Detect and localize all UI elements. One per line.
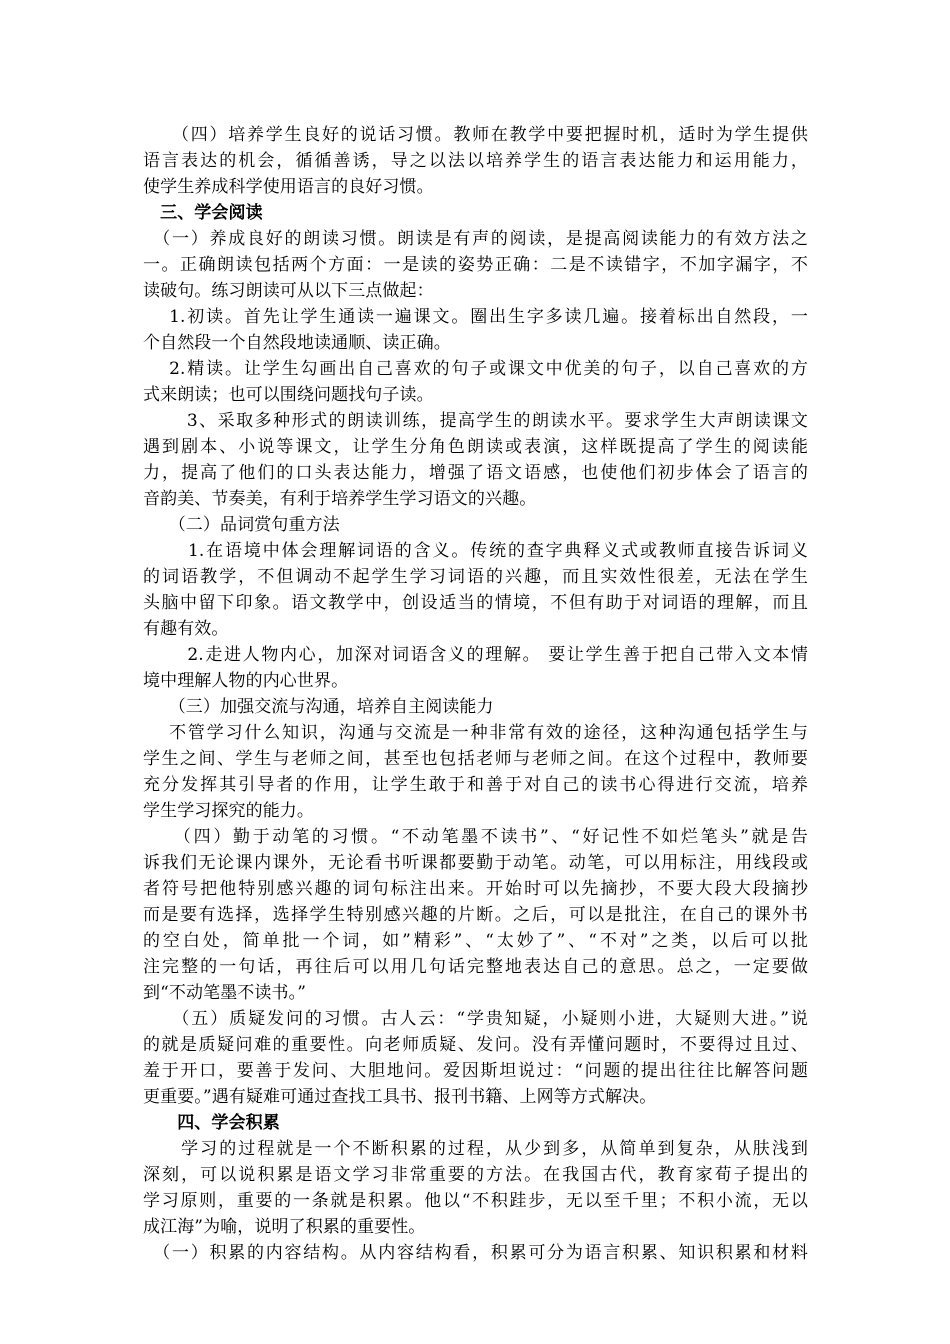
section-heading-3	[143, 200, 808, 226]
text-line: 不管学习什么知识，沟通与交流是一种非常有效的途径，这种沟通包括学生与	[143, 723, 808, 743]
text-line: 而是要有选择，选择学生特别感兴趣的片断。之后，可以是批注，在自己的课外书	[143, 905, 808, 925]
text-line: 音韵美、节奏美，有利于培养学生学习语文的兴趣。	[143, 489, 537, 509]
text-line: 语言表达的机会，循循善诱，导之以法以培养学生的语言表达能力和运用能力，	[143, 151, 808, 171]
text-line: 读破句。练习朗读可从以下三点做起：	[143, 281, 434, 301]
paragraph-close-reading	[143, 356, 808, 408]
text-line: （四）勤于动笔的习惯。“不动笔墨不读书”、“好记性不如烂笔头”就是告	[143, 827, 808, 847]
text-line: （四）培养学生良好的说话习惯。教师在教学中要把握时机，适时为学生提供	[143, 125, 808, 145]
text-line: 境中理解人物的内心世界。	[143, 671, 349, 691]
text-line: 到“不动笔墨不读书。”	[143, 983, 306, 1003]
text-line: 学生学习探究的能力。	[143, 801, 314, 821]
paragraph-questioning	[143, 1006, 808, 1110]
paragraph-communication	[143, 720, 808, 824]
paragraph-reading-forms	[143, 408, 808, 512]
text-line: 3、采取多种形式的朗读训练，提高学生的朗读水平。要求学生大声朗读课文	[143, 411, 808, 431]
text-line: （五）质疑发问的习惯。古人云：“学贵知疑，小疑则小进，大疑则大进。”说	[143, 1009, 808, 1029]
text-line: 注完整的一句话，再往后可以用几句话完整地表达自己的意思。总之，一定要做	[143, 957, 808, 977]
paragraph-4-speaking-habits	[143, 122, 808, 200]
text-line: 三、学会阅读	[143, 203, 263, 223]
text-line: 使学生养成科学使用语言的良好习惯。	[143, 177, 434, 197]
text-line: 诉我们无论课内课外，无论看书听课都要勤于动笔。动笔，可以用标注，用线段或	[143, 853, 808, 873]
text-line: （三）加强交流与沟通，培养自主阅读能力	[143, 697, 494, 717]
paragraph-reading-habits	[143, 226, 808, 304]
text-line: （一）养成良好的朗读习惯。朗读是有声的阅读，是提高阅读能力的有效方法之	[143, 229, 808, 249]
text-line: 成江海”为喻，说明了积累的重要性。	[143, 1217, 426, 1237]
text-line: 深刻，可以说积累是语文学习非常重要的方法。在我国古代，教育家荀子提出的	[143, 1165, 808, 1185]
text-line: 羞于开口，要善于发问、大胆地问。爱因斯坦说过：“问题的提出往往比解答问题	[143, 1061, 808, 1081]
text-line: 力，提高了他们的口头表达能力，增强了语文语感，也使他们初步体会了语言的	[143, 463, 808, 483]
text-line: 2.精读。让学生勾画出自己喜欢的句子或课文中优美的句子，以自己喜欢的方	[143, 359, 808, 379]
text-line: 学习的过程就是一个不断积累的过程，从少到多，从简单到复杂，从肤浅到	[143, 1139, 808, 1159]
text-line: 1.初读。首先让学生通读一遍课文。圈出生字多读几遍。接着标出自然段，一	[143, 307, 808, 327]
text-line: 的空白处，简单批一个词，如”精彩”、“太妙了”、“不对”之类，以后可以批	[143, 931, 808, 951]
text-line: 四、学会积累	[143, 1113, 280, 1133]
text-line: 个自然段一个自然段地读通顺、读正确。	[143, 333, 451, 353]
subheading-word-appreciation	[143, 512, 808, 538]
text-line: 充分发挥其引导者的作用，让学生敢于和善于对自己的读书心得进行交流，培养	[143, 775, 808, 795]
text-line: 1.在语境中体会理解词语的含义。传统的查字典释义式或教师直接告诉词义	[143, 541, 808, 561]
text-line: 更重要。”遇有疑难可通过查找工具书、报刊书籍、上网等方式解决。	[143, 1087, 657, 1107]
paragraph-content-structure	[143, 1240, 808, 1266]
paragraph-context-words	[143, 538, 808, 642]
text-line: 的就是质疑问难的重要性。向老师质疑、发问。没有弄懂问题时，不要得过且过、	[143, 1035, 808, 1055]
text-line: 学生之间、学生与老师之间，甚至也包括老师与老师之间。在这个过程中，教师要	[143, 749, 808, 769]
paragraph-character-inner	[143, 642, 808, 694]
subheading-communication	[143, 694, 808, 720]
text-line: （一）积累的内容结构。从内容结构看，积累可分为语言积累、知识积累和材料	[143, 1243, 808, 1263]
text-line: 的词语教学，不但调动不起学生学习词语的兴趣，而且实效性很差，无法在学生	[143, 567, 808, 587]
section-heading-4	[143, 1110, 808, 1136]
text-line: 有趣有效。	[143, 619, 229, 639]
text-line: （二）品词赏句重方法	[143, 515, 340, 535]
text-line: 头脑中留下印象。语文教学中，创设适当的情境，不但有助于对词语的理解，而且	[143, 593, 808, 613]
text-line: 一。正确朗读包括两个方面：一是读的姿势正确：二是不读错字，不加字漏字，不	[143, 255, 808, 275]
paragraph-note-taking	[143, 824, 808, 1006]
text-line: 者符号把他特别感兴趣的词句标注出来。开始时可以先摘抄，不要大段大段摘抄	[143, 879, 808, 899]
text-line: 2.走进人物内心，加深对词语含义的理解。 要让学生善于把自己带入文本情	[143, 645, 808, 665]
text-line: 学习原则，重要的一条就是积累。他以“不积跬步，无以至千里；不积小流，无以	[143, 1191, 808, 1211]
paragraph-first-reading	[143, 304, 808, 356]
text-line: 遇到剧本、小说等课文，让学生分角色朗读或表演，这样既提高了学生的阅读能	[143, 437, 808, 457]
text-line: 式来朗读；也可以围绕问题找句子读。	[143, 385, 434, 405]
paragraph-accumulation	[143, 1136, 808, 1240]
